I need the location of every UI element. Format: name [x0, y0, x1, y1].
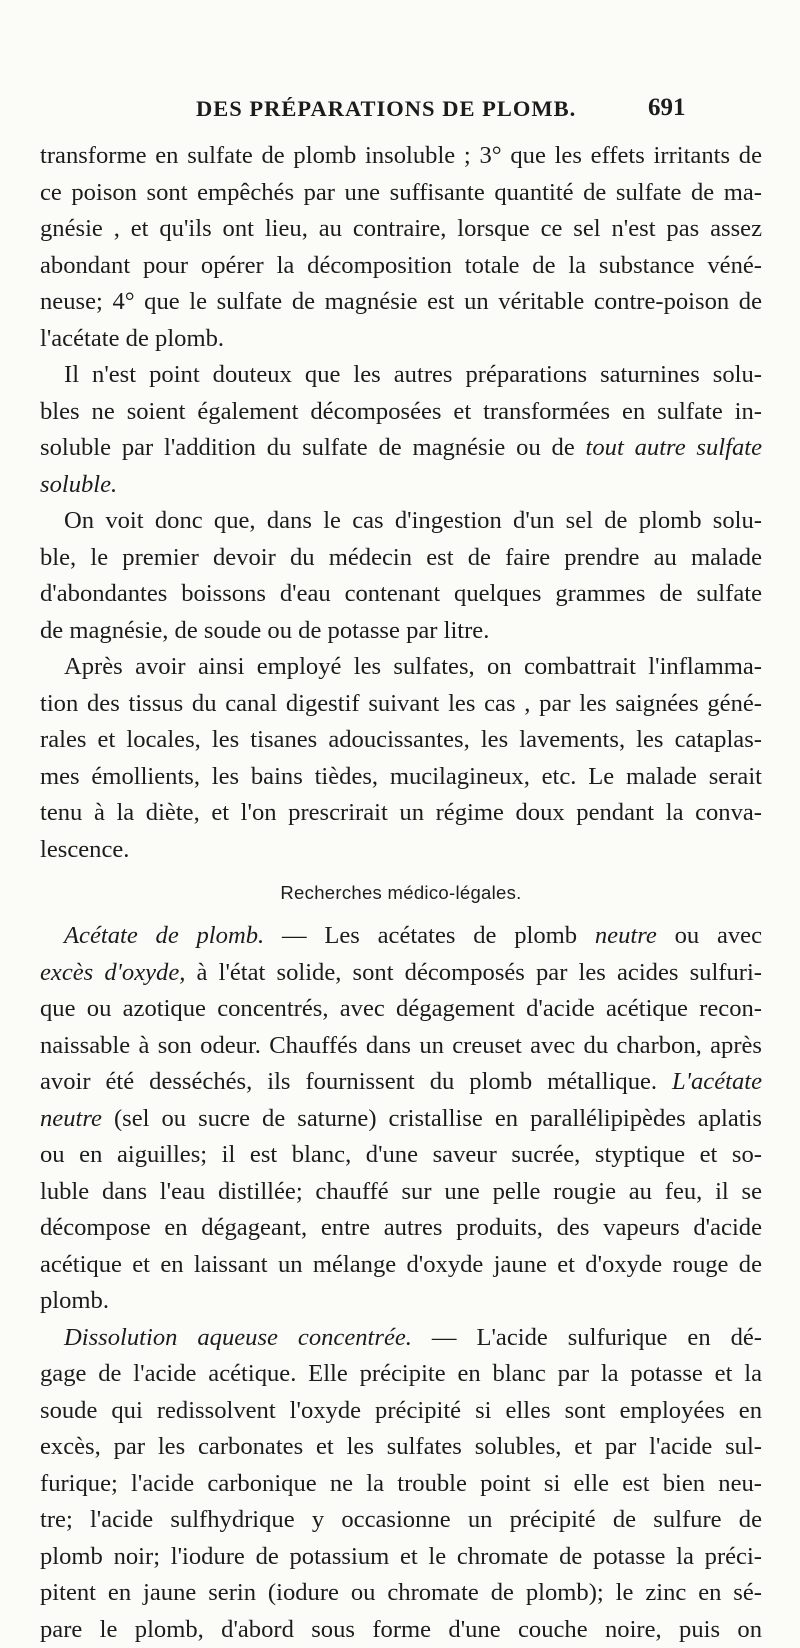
text-line: bles ne soient également décomposées et transformées en sulfate in-: [40, 394, 762, 431]
running-title: DES PRÉPARATIONS DE PLOMB.: [196, 96, 576, 122]
text-line: que ou azotique concentrés, avec dégagement d'acide acétique recon-: [40, 991, 762, 1028]
text-line: gnésie , et qu'ils ont lieu, au contraire, lorsque ce sel n'est pas assez: [40, 211, 762, 248]
text-line: excès d'oxyde, à l'état solide, sont décomposés par les acides sulfuri-: [40, 955, 762, 992]
text-line: ble, le premier devoir du médecin est de faire prendre au malade: [40, 540, 762, 577]
text-line: tion des tissus du canal digestif suivant les cas , par les saignées géné-: [40, 686, 762, 723]
text-line: mes émollients, les bains tièdes, mucilagineux, etc. Le malade serait: [40, 759, 762, 796]
text-line: gage de l'acide acétique. Elle précipite en blanc par la potasse et la: [40, 1356, 762, 1393]
text-line: ce poison sont empêchés par une suffisante quantité de sulfate de ma-: [40, 175, 762, 212]
text-line: tre; l'acide sulfhydrique y occasionne un précipité de sulfure de: [40, 1502, 762, 1539]
text-line: luble dans l'eau distillée; chauffé sur une pelle rougie au feu, il se: [40, 1174, 762, 1211]
text-line: excès, par les carbonates et les sulfates solubles, et par l'acide sul-: [40, 1429, 762, 1466]
page-header: [0, 96, 800, 130]
text-line: rales et locales, les tisanes adoucissantes, les lavements, les cataplas-: [40, 722, 762, 759]
text-line: décompose en dégageant, entre autres produits, des vapeurs d'acide: [40, 1210, 762, 1247]
text-line: d'abondantes boissons d'eau contenant quelques grammes de sulfate: [40, 576, 762, 613]
text-line: soluble par l'addition du sulfate de magnésie ou de tout autre sulfate: [40, 430, 762, 467]
text-line: plomb.: [40, 1283, 762, 1320]
section-heading: Recherches médico-légales.: [40, 868, 762, 918]
text-line: neuse; 4° que le sulfate de magnésie est un véritable contre-poison de: [40, 284, 762, 321]
text-line: neutre (sel ou sucre de saturne) cristallise en parallélipipèdes aplatis: [40, 1101, 762, 1138]
text-line: abondant pour opérer la décomposition totale de la substance véné-: [40, 248, 762, 285]
page-number: 691: [648, 94, 686, 122]
text-line: ou en aiguilles; il est blanc, d'une saveur sucrée, styptique et so-: [40, 1137, 762, 1174]
text-line: soude qui redissolvent l'oxyde précipité si elles sont employées en: [40, 1393, 762, 1430]
text-line: On voit donc que, dans le cas d'ingestion d'un sel de plomb solu-: [40, 503, 762, 540]
text-line: transforme en sulfate de plomb insoluble ; 3° que les effets irritants de: [40, 138, 762, 175]
text-line: Dissolution aqueuse concentrée. — L'acide sulfurique en dé-: [40, 1320, 762, 1357]
text-line: pare le plomb, d'abord sous forme d'une couche noire, puis on: [40, 1612, 762, 1648]
text-line: Il n'est point douteux que les autres préparations saturnines solu-: [40, 357, 762, 394]
text-line: avoir été desséchés, ils fournissent du plomb métallique. L'acétate: [40, 1064, 762, 1101]
text-line: plomb noir; l'iodure de potassium et le chromate de potasse la préci-: [40, 1539, 762, 1576]
text-line: acétique et en laissant un mélange d'oxyde jaune et d'oxyde rouge de: [40, 1247, 762, 1284]
text-line: soluble.: [40, 467, 762, 504]
text-line: pitent en jaune serin (iodure ou chromate de plomb); le zinc en sé-: [40, 1575, 762, 1612]
text-line: Après avoir ainsi employé les sulfates, on combattrait l'inflamma-: [40, 649, 762, 686]
body-text: [40, 138, 762, 1648]
text-line: Acétate de plomb. — Les acétates de plomb neutre ou avec: [40, 918, 762, 955]
text-line: tenu à la diète, et l'on prescrirait un régime doux pendant la conva-: [40, 795, 762, 832]
text-line: furique; l'acide carbonique ne la trouble point si elle est bien neu-: [40, 1466, 762, 1503]
text-line: l'acétate de plomb.: [40, 321, 762, 358]
text-line: naissable à son odeur. Chauffés dans un creuset avec du charbon, après: [40, 1028, 762, 1065]
text-line: lescence.: [40, 832, 762, 869]
text-line: de magnésie, de soude ou de potasse par litre.: [40, 613, 762, 650]
